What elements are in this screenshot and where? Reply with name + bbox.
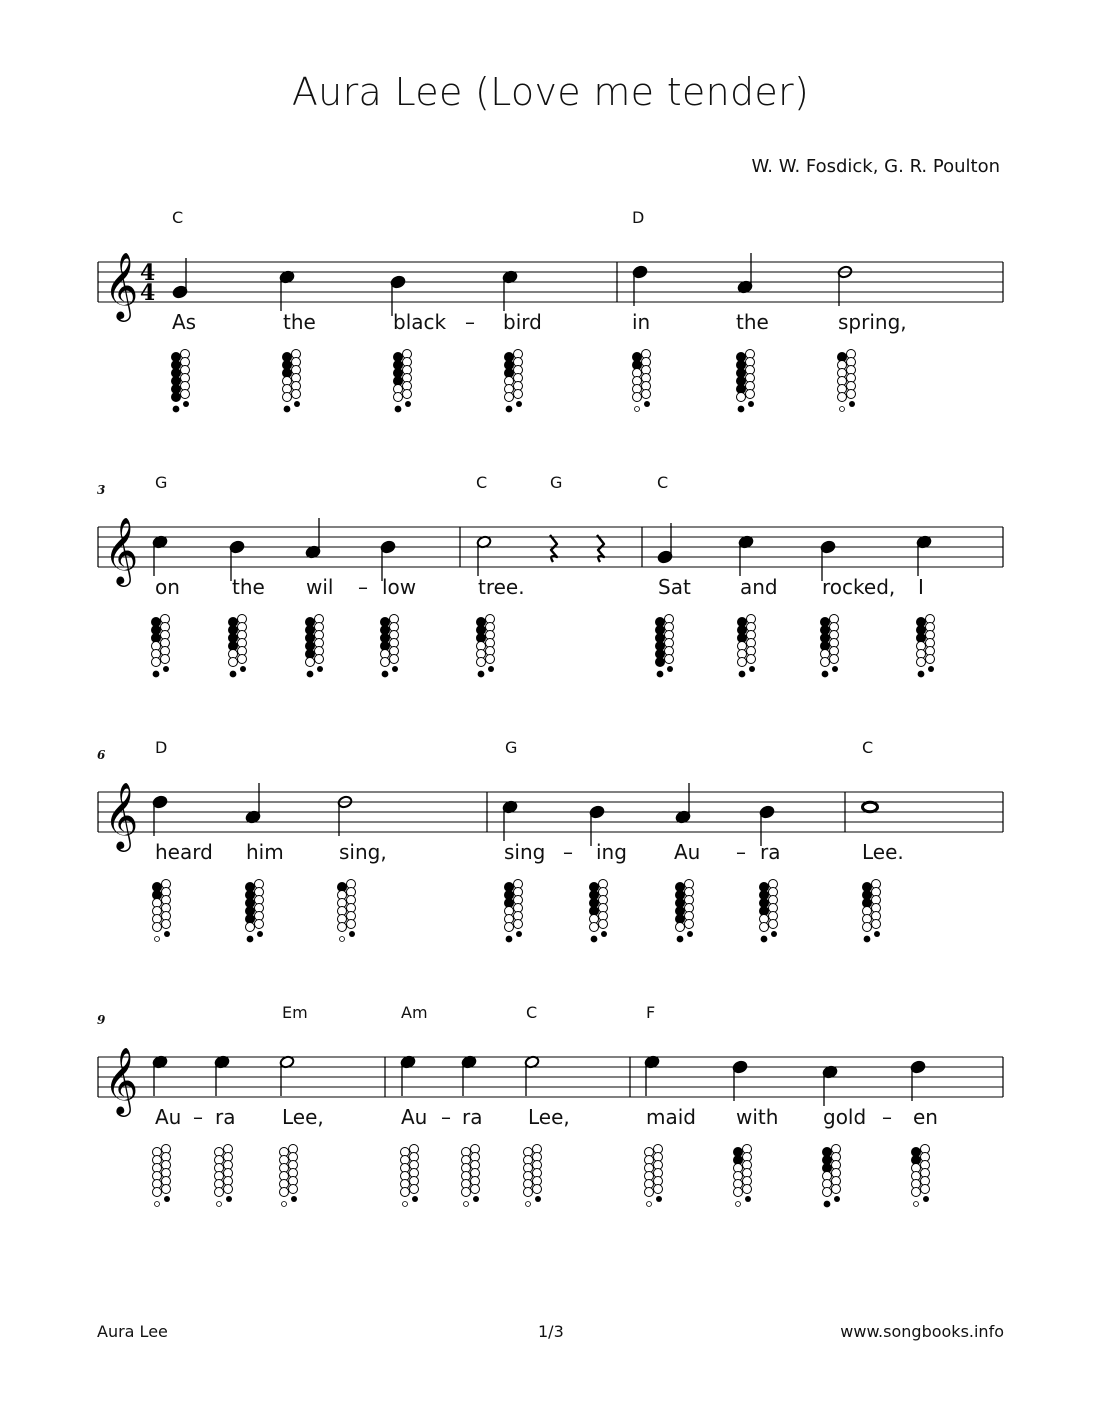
fingering-chart [917,615,935,678]
lyric-syllable: maid [646,1105,696,1129]
composer-credit: W. W. Fosdick, G. R. Poulton [751,156,1000,177]
treble-clef-icon: 𝄞 [104,516,139,584]
lyric-syllable: – [358,575,368,599]
fingering-chart [153,1145,171,1207]
note-c [152,535,168,576]
note-c [738,535,754,576]
note-d [732,1060,748,1101]
note-c [502,270,518,311]
chord-symbol: G [550,473,563,492]
fingering-chart [863,880,881,943]
note-a [305,518,321,559]
lyric-syllable: low [382,575,417,599]
lyric-syllable: sing, [339,840,387,864]
fingering-chart [153,880,171,942]
fingering-chart [152,615,170,678]
lyric-syllable: tree. [478,575,525,599]
lyric-syllable: I [918,575,924,599]
fingering-chart [821,615,839,678]
staff-svg [0,205,1101,445]
note-d [337,795,353,836]
chord-symbol: C [526,1003,538,1022]
lyric-syllable: black [393,310,447,334]
lyric-syllable: him [246,840,284,864]
note-e [152,1055,168,1096]
fingering-chart [633,350,651,412]
note-c [822,1065,838,1106]
lyric-syllable: Lee. [862,840,904,864]
staff-system-1 [0,205,1101,445]
chord-symbol: C [657,473,669,492]
fingering-chart [645,1145,663,1207]
time-signature-top: 4 [140,260,156,286]
note-e [461,1055,477,1096]
treble-clef-icon: 𝄞 [104,781,139,849]
lyric-syllable: – [193,1105,203,1129]
fingering-chart [823,1145,841,1208]
note-d [152,795,168,836]
note-d [910,1060,926,1101]
lyric-syllable: and [740,575,778,599]
note-c [279,270,295,311]
lyric-syllable: heard [155,840,213,864]
lyric-syllable: Sat [658,575,691,599]
lyric-syllable: ra [760,840,781,864]
note-a [675,783,691,824]
footer-website: www.songbooks.info [840,1322,1004,1341]
lyric-syllable: the [283,310,316,334]
lyric-syllable: gold [823,1105,867,1129]
note-e [400,1055,416,1096]
fingering-chart [524,1145,542,1207]
lyric-syllable: Lee, [282,1105,324,1129]
note-d [632,265,648,306]
note-c [863,802,878,812]
lyric-syllable: wil [306,575,334,599]
lyric-syllable: ra [462,1105,483,1129]
fingering-chart [280,1145,298,1207]
page-title: Aura Lee (Love me tender) [291,70,810,114]
lyric-syllable: Au [155,1105,182,1129]
fingering-chart [246,880,264,943]
chord-symbol: D [155,738,168,757]
lyric-syllable: bird [503,310,542,334]
lyric-syllable: – [441,1105,451,1129]
treble-clef-icon: 𝄞 [104,251,139,319]
chord-symbol: Em [282,1003,308,1022]
note-g [657,523,673,564]
note-e [279,1055,295,1096]
fingering-chart [229,615,247,678]
footer-song-name: Aura Lee [97,1322,168,1341]
chord-symbol: Am [401,1003,428,1022]
chord-symbol: C [172,208,184,227]
lyric-syllable: en [913,1105,938,1129]
lyric-syllable: spring, [838,310,907,334]
staff-system-4 [0,1000,1101,1240]
fingering-chart [505,350,523,413]
fingering-chart [394,350,412,413]
fingering-chart [590,880,608,943]
note-c [476,535,492,576]
fingering-chart [676,880,694,943]
note-c [916,535,932,576]
lyric-syllable: Au [674,840,701,864]
chord-symbol: D [632,208,645,227]
chord-symbol: G [155,473,168,492]
chord-symbol: C [862,738,874,757]
lyric-syllable: ing [596,840,627,864]
fingering-chart [760,880,778,943]
chord-symbol: F [646,1003,656,1022]
lyric-syllable: with [736,1105,779,1129]
staff-system-3 [0,735,1101,975]
note-e [644,1055,660,1096]
fingering-chart [172,350,190,413]
lyric-syllable: the [736,310,769,334]
lyric-syllable: sing [504,840,546,864]
time-signature-bottom: 4 [140,280,156,306]
note-d [837,265,853,306]
footer-page-number: 1/3 [538,1322,564,1341]
lyric-syllable: Lee, [528,1105,570,1129]
lyric-syllable: in [632,310,651,334]
fingering-chart [401,1145,419,1207]
fingering-chart [838,350,856,412]
fingering-chart [306,615,324,678]
quarter-rest [550,535,557,562]
fingering-chart [283,350,301,413]
note-c [502,800,518,841]
note-a [245,783,261,824]
fingering-chart [505,880,523,943]
chord-symbol: G [505,738,518,757]
fingering-chart [738,615,756,678]
fingering-chart [912,1145,930,1207]
fingering-chart [215,1145,233,1207]
lyric-syllable: Au [401,1105,428,1129]
lyric-syllable: the [232,575,265,599]
note-g [172,258,188,299]
quarter-rest [597,535,604,562]
note-a [737,253,753,294]
lyric-syllable: – [882,1105,892,1129]
fingering-chart [477,615,495,678]
measure-number: 3 [97,483,106,497]
fingering-chart [656,615,674,678]
measure-number: 6 [97,748,106,762]
lyric-syllable: ra [215,1105,236,1129]
fingering-chart [734,1145,752,1207]
lyric-syllable: As [172,310,197,334]
lyric-syllable: on [155,575,180,599]
note-e [524,1055,540,1096]
lyric-syllable: rocked, [822,575,896,599]
chord-symbol: C [476,473,488,492]
lyric-syllable: – [736,840,746,864]
fingering-chart [737,350,755,413]
staff-system-2 [0,470,1101,710]
treble-clef-icon: 𝄞 [104,1046,139,1114]
measure-number: 9 [97,1013,106,1027]
lyric-syllable: – [465,310,475,334]
fingering-chart [381,615,399,678]
note-e [214,1055,230,1096]
lyric-syllable: – [563,840,573,864]
fingering-chart [338,880,356,942]
fingering-chart [462,1145,480,1207]
